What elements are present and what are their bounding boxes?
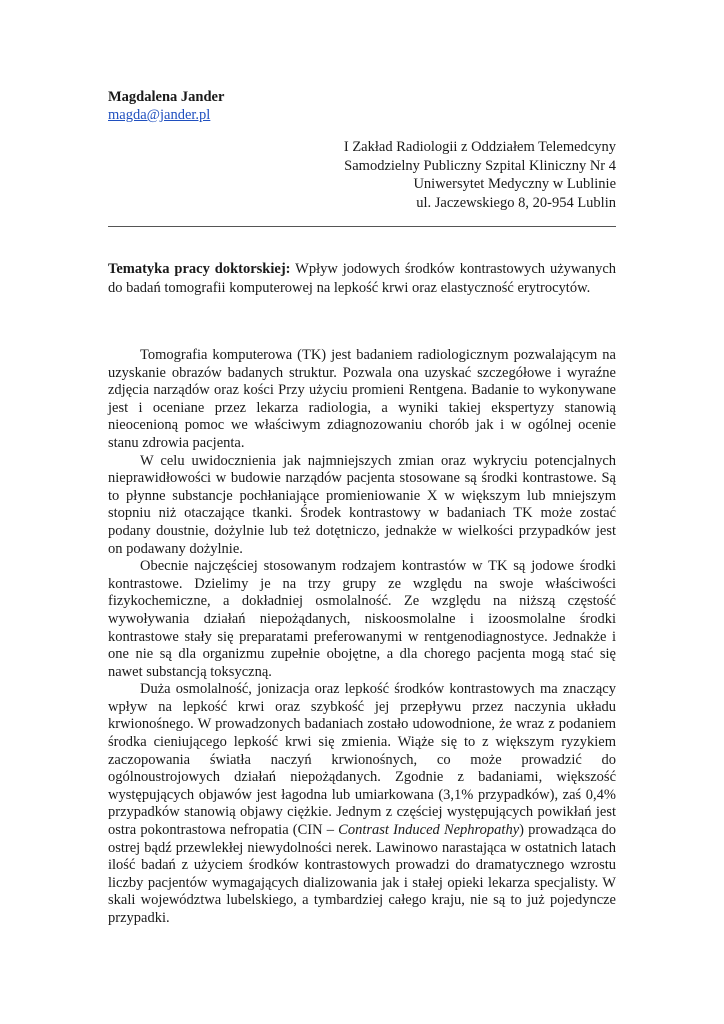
affiliation-line: ul. Jaczewskiego 8, 20-954 Lublin xyxy=(416,194,616,211)
paragraph: Obecnie najczęściej stosowanym rodzajem kontrastów w TK są jodowe środki kontrastowe. Dzielimy je na trzy grupy ze względu na swoje właściwości fizykochemiczne, a dokładniej osmolalność. Ze względu na niższą częstość wywoływania działań niepożądanych, niskoosmolalne i izoosmolalne środki kontrastowe stały się preparatami preferowanymi w rentgenodiagnostyce. Jednakże i one nie są dla organizmu zupełnie obojętne, a dla chorego pacjenta mogą stać się nawet substancją toksyczną. xyxy=(108,558,616,680)
affiliation-line: Uniwersytet Medyczny w Lublinie xyxy=(413,176,616,192)
paragraph-text: ) prowadząca do ostrej bądź przewlekłej niewydolności nerek. Lawinowo narastająca w ostatnich latach ilość badań z użyciem środków kontrastowych prowadzi do dramatycznego wzrostu liczby pacjentów wymagających dializowania jak i stałej opieki lekarza specjalisty. W skali województwa lubelskiego, a tymbardziej całego kraju, nie są to już pojedyncze przypadki. xyxy=(108,822,616,926)
affiliation-line: I Zakład Radiologii z Oddziałem Telemedcyny xyxy=(343,139,616,155)
topic-label: Tematyka pracy doktorskiej: xyxy=(108,261,291,277)
body-text xyxy=(108,347,616,928)
author-block xyxy=(108,88,224,124)
author-name: Magdalena Jander xyxy=(108,89,225,105)
author-email-link[interactable]: magda@jander.pl xyxy=(108,107,211,123)
paragraph: W celu uwidocznienia jak najmniejszych zmian oraz wykryciu potencjalnych nieprawidłowości w budowie narządów pacjenta stosowane są środki kontrastowe. Są to płynne substancje pochłaniające promieniowanie X w większym lub mniejszym stopniu niż otaczające tkanki. Środek kontrastowy w badaniach TK może zostać podany doustnie, dożylnie lub też dotętniczo, jednakże w wielkości przypadków jest on podawany dożylnie. xyxy=(108,452,616,557)
paragraph-text: Duża osmolalność, jonizacja oraz lepkość środków kontrastowych ma znaczący wpływ na lepkość krwi oraz szybkość jej przepływu przez naczynia układu krwionośnego. W prowadzonych badaniach zostało udowodnione, że wraz z podaniem środka cieniującego lepkość krwi się zmienia. Wiąże się to z większym ryzykiem zaczopowania światła naczyń krwionośnych, co może prowadzić do ogólnoustrojowych działań niepożądanych. Zgodnie z badaniami, większość występujących objawów jest łagodna lub umiarkowana (3,1% przypadków), zaś 0,4% przypadków stanowią objawy ciężkie. Jednym z częściej występujących powikłań jest ostra pokontrastowa nefropatia (CIN – xyxy=(108,681,616,839)
horizontal-divider xyxy=(108,226,616,227)
affiliation-block xyxy=(344,138,616,212)
topic-text: Wpływ jodowych środków kontrastowych używanych do badań tomografii komputerowej na lepkość krwi oraz elastyczność erytrocytów. xyxy=(108,261,617,296)
paragraph xyxy=(108,681,616,927)
paragraph-emphasis: Contrast Induced Nephropathy xyxy=(338,822,520,839)
affiliation-line: Samodzielny Publiczny Szpital Kliniczny Nr 4 xyxy=(344,157,616,174)
dissertation-topic xyxy=(108,260,616,297)
paragraph: Tomografia komputerowa (TK) jest badaniem radiologicznym pozwalającym na uzyskanie obrazów badanych struktur. Pozwala ona uzyskać szczegółowe i wyraźne zdjęcia narządów oraz kości Przy użyciu promieni Rentgena. Badanie to wykonywane jest i oceniane przez lekarza radiologia, a wyniki takiej ekspertyzy stanowią nieocenioną pomoc we właściwym zdiagnozowaniu chorób jak i w ogólnej ocenie stanu zdrowia pacjenta. xyxy=(108,347,616,451)
